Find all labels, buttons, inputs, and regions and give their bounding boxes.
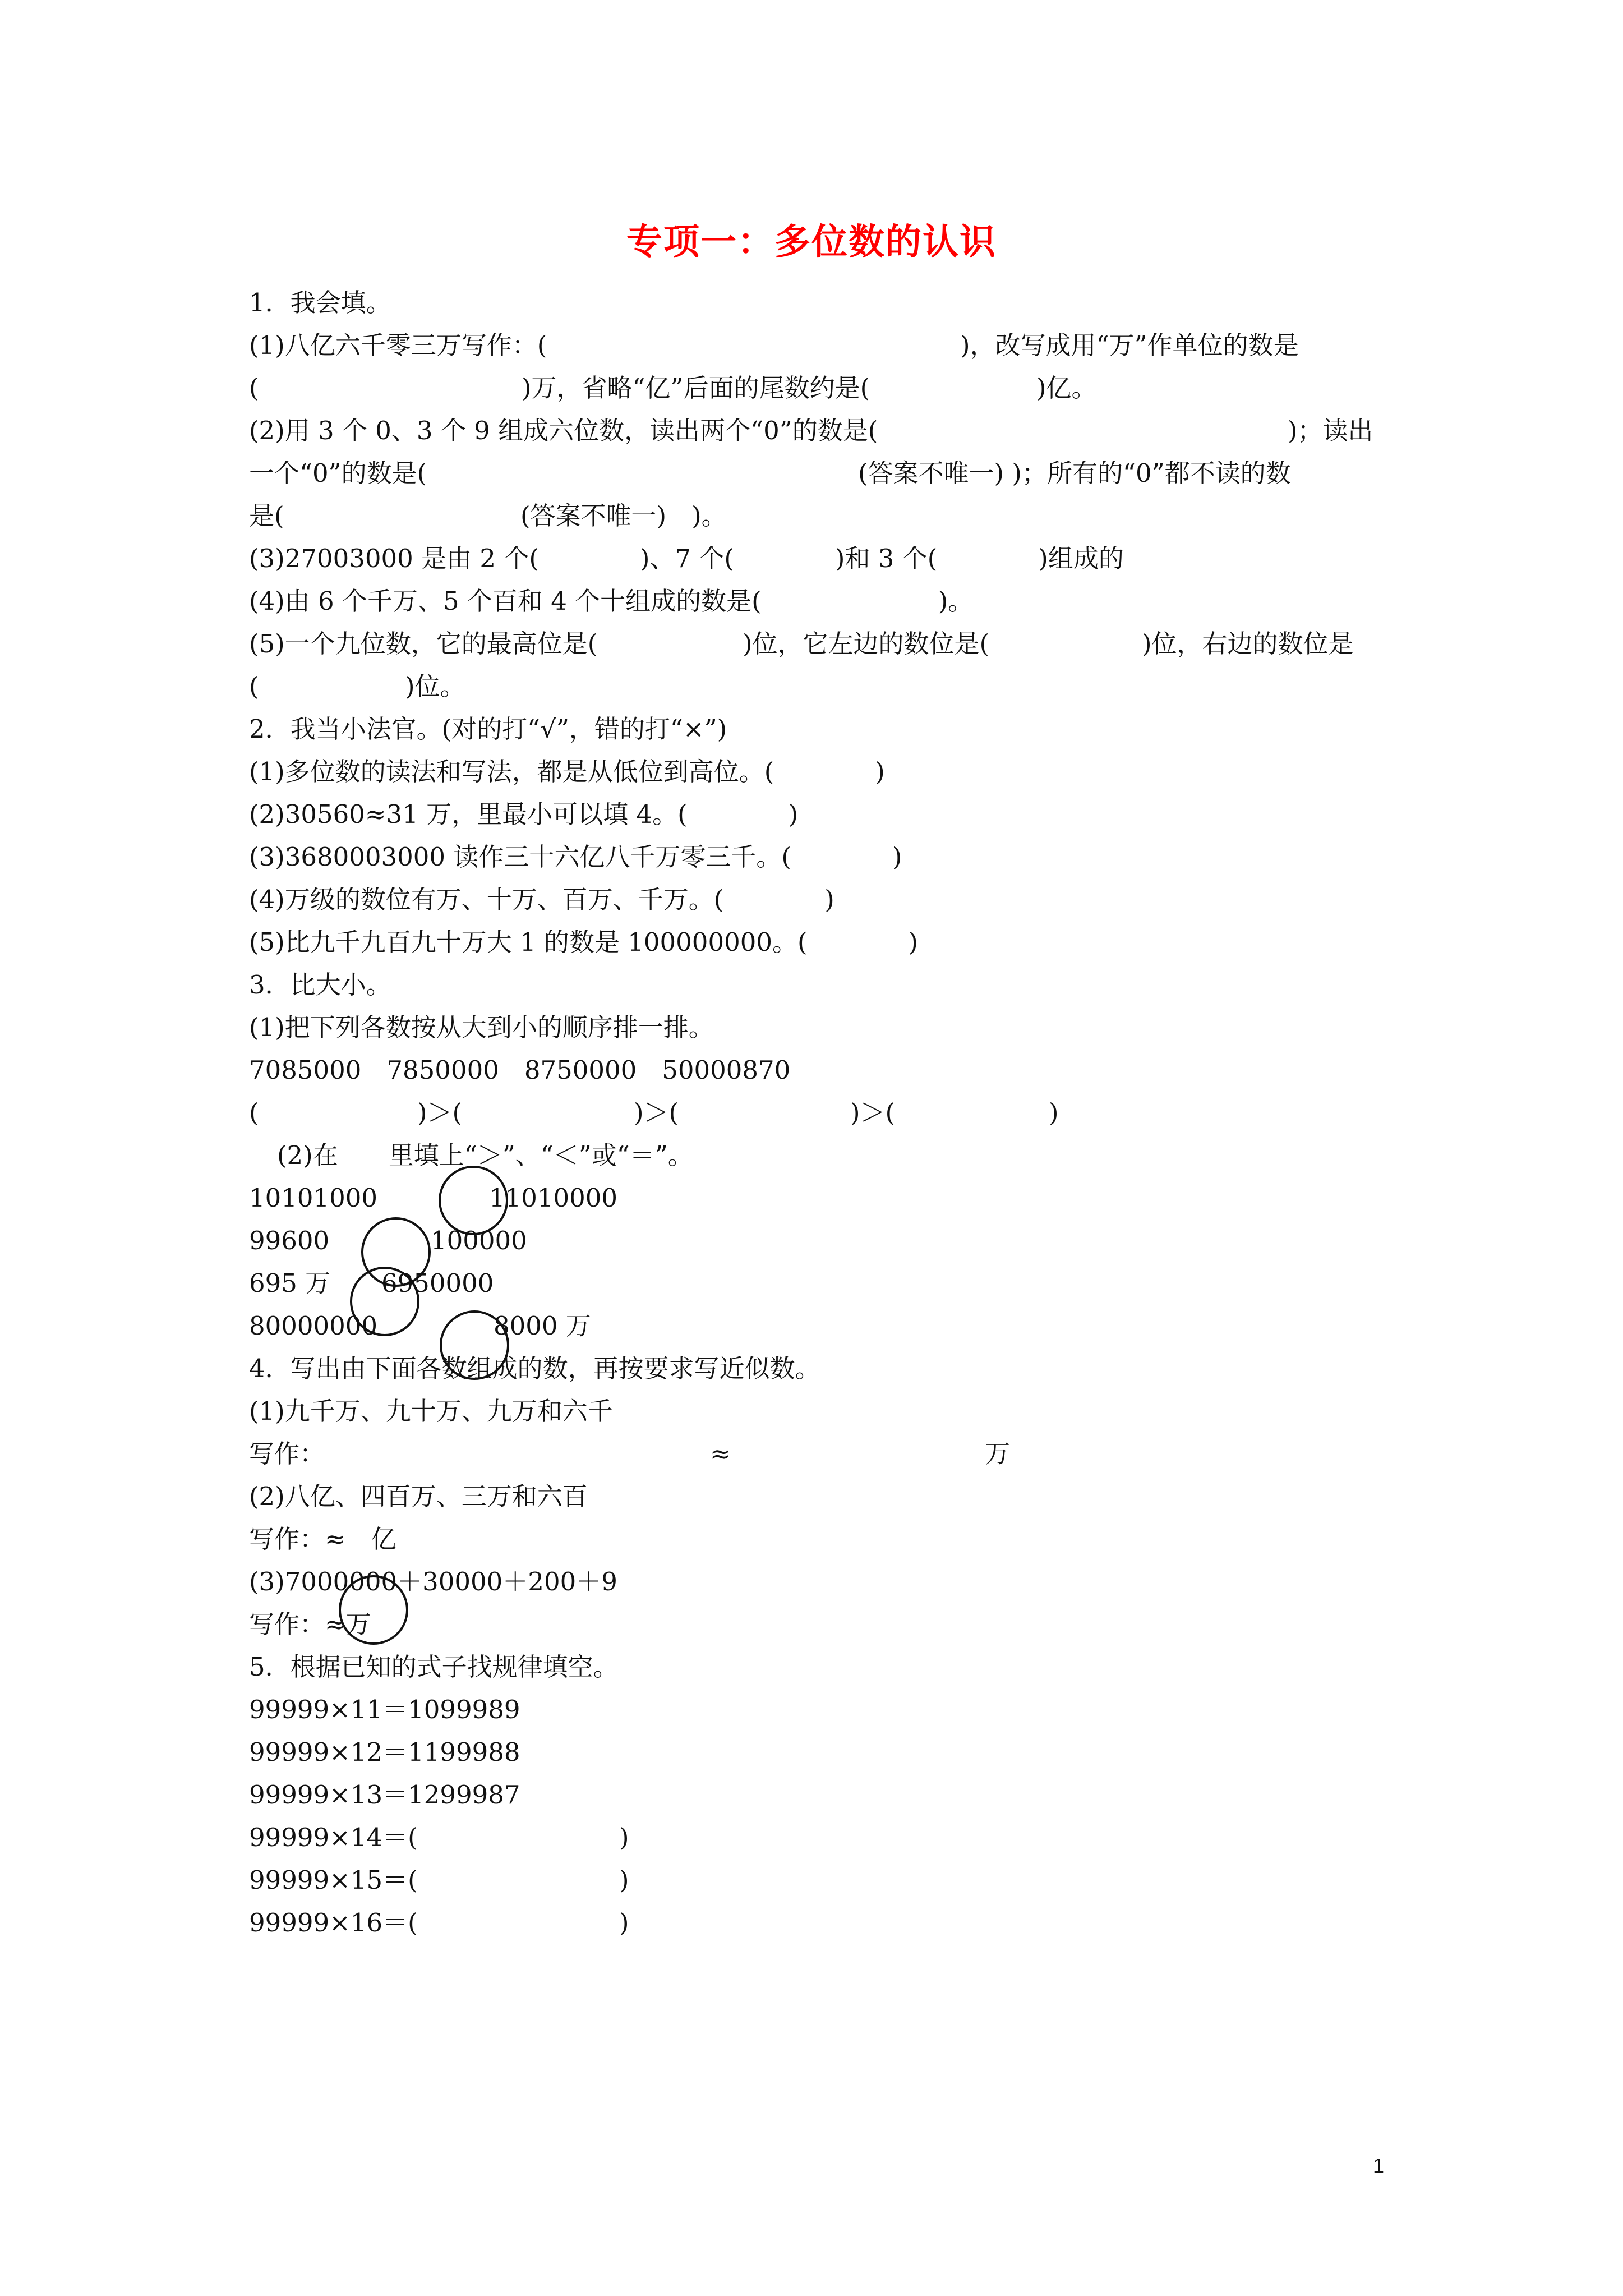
answer-circle-q4[interactable]	[339, 1575, 408, 1645]
compare-circle-3[interactable]	[350, 1267, 419, 1336]
compare-circle-1[interactable]	[439, 1166, 508, 1235]
q4-3-parts: (3)7000000＋30000＋200＋9	[249, 1567, 617, 1596]
q5-blank-2: 99999×15＝(	[249, 1865, 418, 1895]
q1-1-line2-mid: )万，省略“亿”后面的尾数约是(	[522, 373, 870, 403]
page-number: 1	[1373, 2154, 1385, 2177]
q1-5-line1-end: )位，右边的数位是	[1142, 629, 1354, 659]
q3-compare-left-3: 695 万	[249, 1268, 331, 1298]
q2-item-4: (4)万级的数位有万、十万、百万、千万。( )	[249, 885, 834, 914]
q5-blank-3-close: )	[619, 1908, 629, 1938]
q1-1-line2-end: )亿。	[1036, 373, 1097, 403]
q3-compare-left-2: 99600	[249, 1226, 330, 1255]
q5-blank-2-close: )	[619, 1865, 629, 1895]
q3-compare-left-1: 10101000	[249, 1183, 378, 1213]
q4-1-unit: 万	[985, 1439, 1011, 1469]
q3-order-sep-2: )＞(	[634, 1098, 679, 1128]
q5-blank-3: 99999×16＝(	[249, 1908, 418, 1938]
q3-compare-right-3: 6950000	[381, 1268, 494, 1298]
q3-order-open: (	[249, 1098, 259, 1128]
q3-compare-right-2: 100000	[431, 1226, 527, 1255]
q1-2-line2-end: (答案不唯一) )；所有的“0”都不读的数	[858, 458, 1291, 488]
q3-1-numbers: 7085000 7850000 8750000 50000870	[249, 1055, 791, 1085]
q3-1-instruction: (1)把下列各数按从大到小的顺序排一排。	[249, 1013, 714, 1042]
q1-1-line1: (1)八亿六千零三万写作：(	[249, 330, 547, 360]
q4-2-parts: (2)八亿、四百万、三万和六百	[249, 1481, 588, 1511]
q3-compare-right-4: 8000 万	[494, 1311, 591, 1341]
q1-5-line1: (5)一个九位数，它的最高位是(	[249, 629, 598, 659]
q2-item-2: (2)30560≈31 万，里最小可以填 4。( )	[249, 799, 799, 829]
q5-blank-1: 99999×14＝(	[249, 1823, 418, 1852]
q2-heading: 2．我当小法官。(对的打“√”，错的打“×”)	[249, 714, 727, 744]
q1-2-line1-end: )；读出	[1288, 416, 1373, 445]
q1-heading: 1．我会填。	[249, 288, 391, 318]
q4-1-parts: (1)九千万、九十万、九万和六千	[249, 1396, 613, 1426]
q4-3-write: 写作：≈万	[249, 1609, 371, 1639]
q4-2-write: 写作：≈ 亿	[249, 1524, 396, 1554]
q1-1-line2-start: (	[249, 373, 259, 403]
q3-compare-right-1: 11010000	[489, 1183, 618, 1213]
q3-2-instruction: (2)在 里填上“＞”、“＜”或“＝”。	[277, 1140, 693, 1170]
q5-heading: 5．根据已知的式子找规律填空。	[249, 1652, 619, 1682]
q2-item-1: (1)多位数的读法和写法，都是从低位到高位。( )	[249, 757, 885, 786]
page-title: 专项一：多位数的认识	[626, 221, 997, 263]
q1-1-line1-end: )，改写成用“万”作单位的数是	[960, 330, 1299, 360]
q1-2-line2: 一个“0”的数是(	[249, 458, 427, 488]
q1-5-line1-mid: )位，它左边的数位是(	[743, 629, 990, 659]
q3-compare-left-4: 80000000	[249, 1311, 378, 1341]
q3-heading: 3．比大小。	[249, 970, 391, 1000]
q1-3: (3)27003000 是由 2 个( )、7 个( )和 3 个( )组成的	[249, 544, 1124, 573]
q4-1-approx-sign: ≈	[710, 1439, 731, 1469]
q1-2-line3: 是(	[249, 501, 284, 531]
q5-blank-1-close: )	[619, 1823, 629, 1852]
q1-2-line1: (2)用 3 个 0、3 个 9 组成六位数，读出两个“0”的数是(	[249, 416, 878, 445]
q2-item-3: (3)3680003000 读作三十六亿八千万零三千。( )	[249, 842, 902, 872]
q1-2-line3-end: (答案不唯一) )。	[520, 501, 727, 531]
q3-order-sep-3: )＞(	[850, 1098, 896, 1128]
q5-known-1: 99999×11＝1099989	[249, 1695, 520, 1724]
q1-4: (4)由 6 个千万、5 个百和 4 个十组成的数是( )。	[249, 586, 974, 616]
q4-1-write-label: 写作：	[249, 1439, 325, 1469]
q2-item-5: (5)比九千九百九十万大 1 的数是 100000000。( )	[249, 927, 919, 957]
q3-order-sep-1: )＞(	[417, 1098, 463, 1128]
q5-known-2: 99999×12＝1199988	[249, 1737, 520, 1767]
q5-known-3: 99999×13＝1299987	[249, 1780, 520, 1810]
q3-order-close: )	[1049, 1098, 1059, 1128]
q1-5-line2-start: (	[249, 671, 259, 701]
q1-5-line2-end: )位。	[405, 671, 465, 701]
q4-heading: 4．写出由下面各数组成的数，再按要求写近似数。	[249, 1354, 820, 1383]
